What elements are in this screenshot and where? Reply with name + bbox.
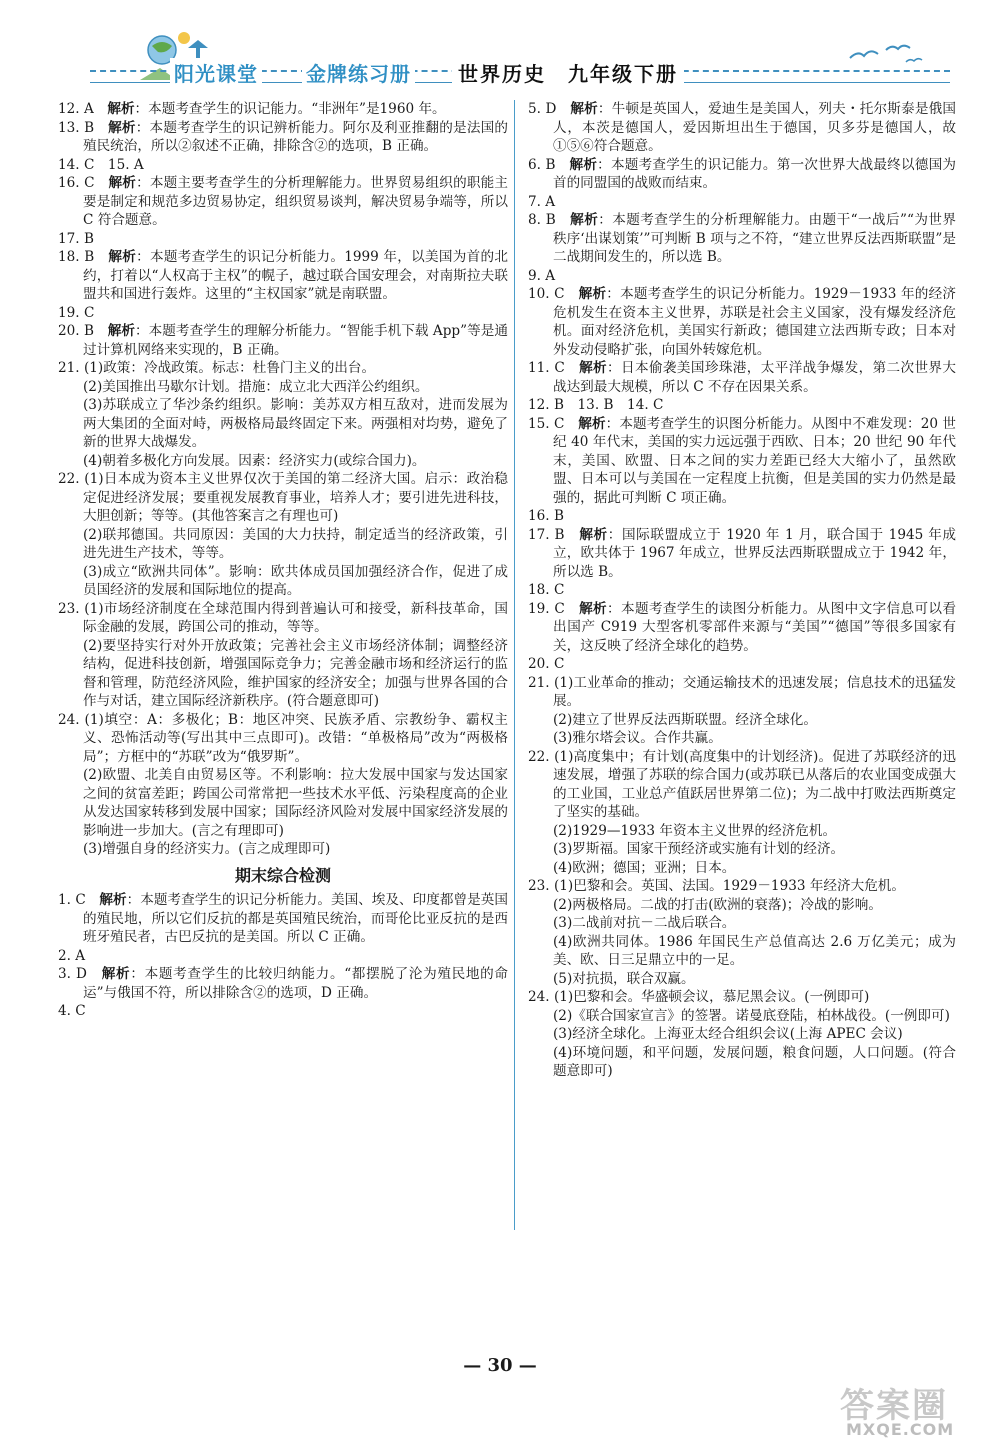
final-answer-4: 4. C (58, 1003, 86, 1019)
answer-19: 19. C (58, 304, 95, 321)
final-answer-23-part5: (5)对抗损，联合双赢。 (553, 970, 695, 987)
final-answer-24-part1: 24. (1)巴黎和会。华盛顿会议，慕尼黑会议。(一例即可) (528, 989, 870, 1005)
final-answer-15: 15. C 解析：本题考查学生的识图分析能力。从图中不难发现：20 世纪 40 年代末，美国的实力远远强于西欧、日本；20 世纪 90 年代末，美国、欧盟、日本之间的实力差距已经大大缩小了，虽然欧盟、日本可以与美国在一定程度上抗衡，但是美国的实力仍然是最强的，据此可判断 C 项正确。 (528, 415, 957, 506)
final-answer-23-part1: 23. (1)巴黎和会。英国、法国。1929－1933 年经济大危机。 (528, 878, 905, 894)
section-title: 期末综合检测 (234, 865, 331, 885)
answer-21-part3: (3)苏联成立了华沙条约组织。影响：美苏双方相互敌对，进而发展为两大集团的全面对峙，两极格局最终固定下来。两强相对均势，避免了新的世界大战爆发。 (83, 397, 508, 450)
final-answer-23-part2: (2)两极格局。二战的打击(欧洲的衰落)；冷战的影响。 (553, 896, 882, 913)
watermark-title: 答案圈 (840, 1386, 948, 1426)
answer-24-part1: 24. (1)填空：A：多极化；B：地区冲突、民族矛盾、宗教纷争、霸权主义、恐怖活动等(写出其中三点即可)。改错：“单极格局”改为“两极格局”；方框中的“苏联”改为“俄罗斯”。 (58, 711, 508, 765)
answer-12: 12. A 解析：本题考查学生的识记能力。“非洲年”是1960 年。 (58, 101, 446, 117)
answer-22-part3: (3)成立“欧洲共同体”。影响：欧共体成员国加强经济合作，促进了成员国经济的发展和国际地位的提高。 (83, 563, 508, 598)
answer-14-15: 14. C 15. A (58, 156, 144, 173)
birds-icon (840, 40, 930, 70)
final-answer-8: 8. B 解析：本题考查学生的分析理解能力。由题干“一战后”“为世界秩序‘出谋划策’”可判断 B 项与之不符，“建立世界反法西斯联盟”是二战期间发生的，所以选 B。 (528, 212, 957, 265)
answer-16: 16. C 解析：本题主要考查学生的分析理解能力。世界贸易组织的职能主要是制定和规范多边贸易协定，组织贸易谈判，解决贸易争端等，所以 C 符合题意。 (58, 175, 509, 228)
final-answer-18: 18. C (528, 582, 565, 598)
final-answer-24-part3: (3)经济全球化。上海亚太经合组织会议(上海 APEC 会议) (553, 1026, 903, 1042)
final-answer-24-part2: (2)《联合国家宣言》的签署。诺曼底登陆，柏林战役。(一例即可) (553, 1007, 950, 1024)
answer-22-part2: (2)联邦德国。共同原因：美国的大力扶持，制定适当的经济政策，引进先进生产技术，等等。 (83, 526, 508, 561)
left-column (58, 100, 508, 1021)
final-answer-2: 2. A (58, 947, 86, 964)
brand-series: 金牌练习册 (302, 58, 415, 87)
answer-24-part2: (2)欧盟、北美自由贸易区等。不利影响：拉大发展中国家与发达国家之间的贫富差距；跨国公司常常把一些技术水平低、污染程度高的企业从发达国家转移到发展中国家；国际经济风险对发展中国家经济发展的影响进一步加大。(言之有理即可) (83, 767, 508, 839)
final-answer-20: 20. C (528, 656, 565, 672)
final-answer-24-part4: (4)环境问题，和平问题，发展问题，粮食问题，人口问题。(符合题意即可) (553, 1044, 956, 1079)
final-answer-21-part3: (3)雅尔塔会议。合作共赢。 (553, 730, 722, 746)
watermark-logo (840, 1378, 990, 1443)
final-answer-5: 5. D 解析：牛顿是英国人，爱迪生是美国人，列夫・托尔斯泰是俄国人，本茨是德国人，爱因斯坦出生于德国，贝多芬是德国人，故①⑤⑥符合题意。 (528, 101, 956, 154)
final-answer-7: 7. A (528, 193, 556, 210)
answer-23-part2: (2)要坚持实行对外开放政策；完善社会主义市场经济体制；调整经济结构，促进科技创新，增强国际竞争力；完善金融市场和经济运行的监督和管理，防范经济风险，维护国家的经济安全；加强与世界各国的合作与对话，建立国际经济新秩序。(符合题意即可) (83, 637, 508, 709)
column-divider (514, 100, 515, 1230)
final-answer-21-part1: 21. (1)工业革命的推动；交通运输技术的迅速发展；信息技术的迅猛发展。 (528, 674, 956, 709)
final-answer-9: 9. A (528, 267, 556, 284)
right-column (528, 100, 956, 1081)
answer-23-part1: 23. (1)市场经济制度在全球范围内得到普遍认可和接受，新科技革命，国际金融的发展，跨国公司的推动，等等。 (58, 600, 508, 635)
final-answer-19: 19. C 解析：本题考查学生的读图分析能力。从图中文字信息可以看出国产 C919 大型客机零部件来源与“美国”“德国”等很多国家有关，这反映了经济全球化的趋势。 (528, 600, 957, 654)
final-answer-22-part3: (3)罗斯福。国家干预经济或实施有计划的经济。 (553, 841, 845, 857)
final-answer-22-part4: (4)欧洲；德国；亚洲；日本。 (553, 859, 736, 876)
book-subject: 世界历史 九年级下册 (452, 58, 684, 87)
watermark-url: MXQE.COM (846, 1420, 955, 1439)
final-answer-10: 10. C 解析：本题考查学生的识记分析能力。1929－1933 年的经济危机发生在资本主义世界，苏联是社会主义国家，没有爆发经济危机。面对经济危机，美国实行新政；德国建立法西斯专政；日本对外发动侵略扩张，向国外转嫁危机。 (528, 286, 957, 358)
final-answer-17: 17. B 解析：国际联盟成立于 1920 年 1 月，联合国于 1945 年成立，欧共体于 1967 年成立，世界反法西斯联盟成立于 1942 年，所以选 B。 (528, 526, 957, 580)
answer-17: 17. B (58, 230, 94, 247)
final-answer-23-part4: (4)欧洲共同体。1986 年国民生产总值高达 2.6 万亿美元；成为美、欧、日三足鼎立中的一足。 (553, 933, 956, 968)
answer-21-part4: (4)朝着多极化方向发展。因素：经济实力(或综合国力)。 (83, 452, 426, 469)
answer-21-part1: 21. (1)政策：冷战政策。标志：杜鲁门主义的出台。 (58, 360, 376, 376)
final-answer-6: 6. B 解析：本题考查学生的识记能力。第一次世界大战最终以德国为首的同盟国的战败而结束。 (528, 156, 957, 191)
final-answer-22-part1: 22. (1)高度集中；有计划(高度集中的计划经济)。促进了苏联经济的迅速发展，增强了苏联的综合国力(或苏联已从落后的农业国变成强大的工业国，工业总产值跃居世界第二位)；为二战中打败法西斯奠定了坚实的基础。 (528, 748, 956, 820)
page-number: — 30 — (463, 1355, 537, 1376)
answer-13: 13. B 解析：本题考查学生的识记辨析能力。阿尔及利亚推翻的是法国的殖民统治，所以②叙述不正确，排除含②的选项，B 正确。 (58, 119, 509, 154)
final-answer-3: 3. D 解析：本题考查学生的比较归纳能力。“都摆脱了沦为殖民地的命运”与俄国不符，所以排除含②的选项，D 正确。 (58, 966, 508, 1001)
answer-22-part1: 22. (1)日本成为资本主义世界仅次于美国的第二经济大国。启示：政治稳定促进经济发展；要重视发展教育事业，培养人才；要引进先进科技，大胆创新；等等。(其他答案言之有理也可) (58, 471, 508, 524)
final-answer-23-part3: (3)二战前对抗－二战后联合。 (553, 915, 736, 931)
answer-21-part2: (2)美国推出马歇尔计划。措施：成立北大西洋公约组织。 (83, 378, 429, 395)
page-header (70, 28, 950, 88)
final-answer-11: 11. C 解析：日本偷袭美国珍珠港，太平洋战争爆发，第二次世界大战达到最大规模，所以 C 不存在因果关系。 (528, 360, 957, 395)
final-answer-21-part2: (2)建立了世界反法西斯联盟。经济全球化。 (553, 711, 817, 728)
final-answer-22-part2: (2)1929—1933 年资本主义世界的经济危机。 (553, 822, 837, 839)
final-answer-16: 16. B (528, 508, 564, 524)
answer-24-part3: (3)增强自身的经济实力。(言之成理即可) (83, 841, 331, 857)
answer-18: 18. B 解析：本题考查学生的识记分析能力。1999 年，以美国为首的北约，打着以“人权高于主权”的幌子，越过联合国安理会，对南斯拉夫联盟共和国进行轰炸。这里的“主权国家”就是南联盟。 (58, 249, 509, 302)
answer-20: 20. B 解析：本题考查学生的理解分析能力。“智能手机下载 App”等是通过计算机网络来实现的，B 正确。 (58, 323, 508, 358)
brand-name: 阳光课堂 (170, 58, 262, 87)
final-answer-12-14: 12. B 13. B 14. C (528, 397, 664, 413)
final-answer-1: 1. C 解析：本题考查学生的识记分析能力。美国、埃及、印度都曾是英国的殖民地，所以它们反抗的都是英国殖民统治，而哥伦比亚反抗的是西班牙殖民者，古巴反抗的是美国。所以 C 正确。 (58, 892, 508, 945)
